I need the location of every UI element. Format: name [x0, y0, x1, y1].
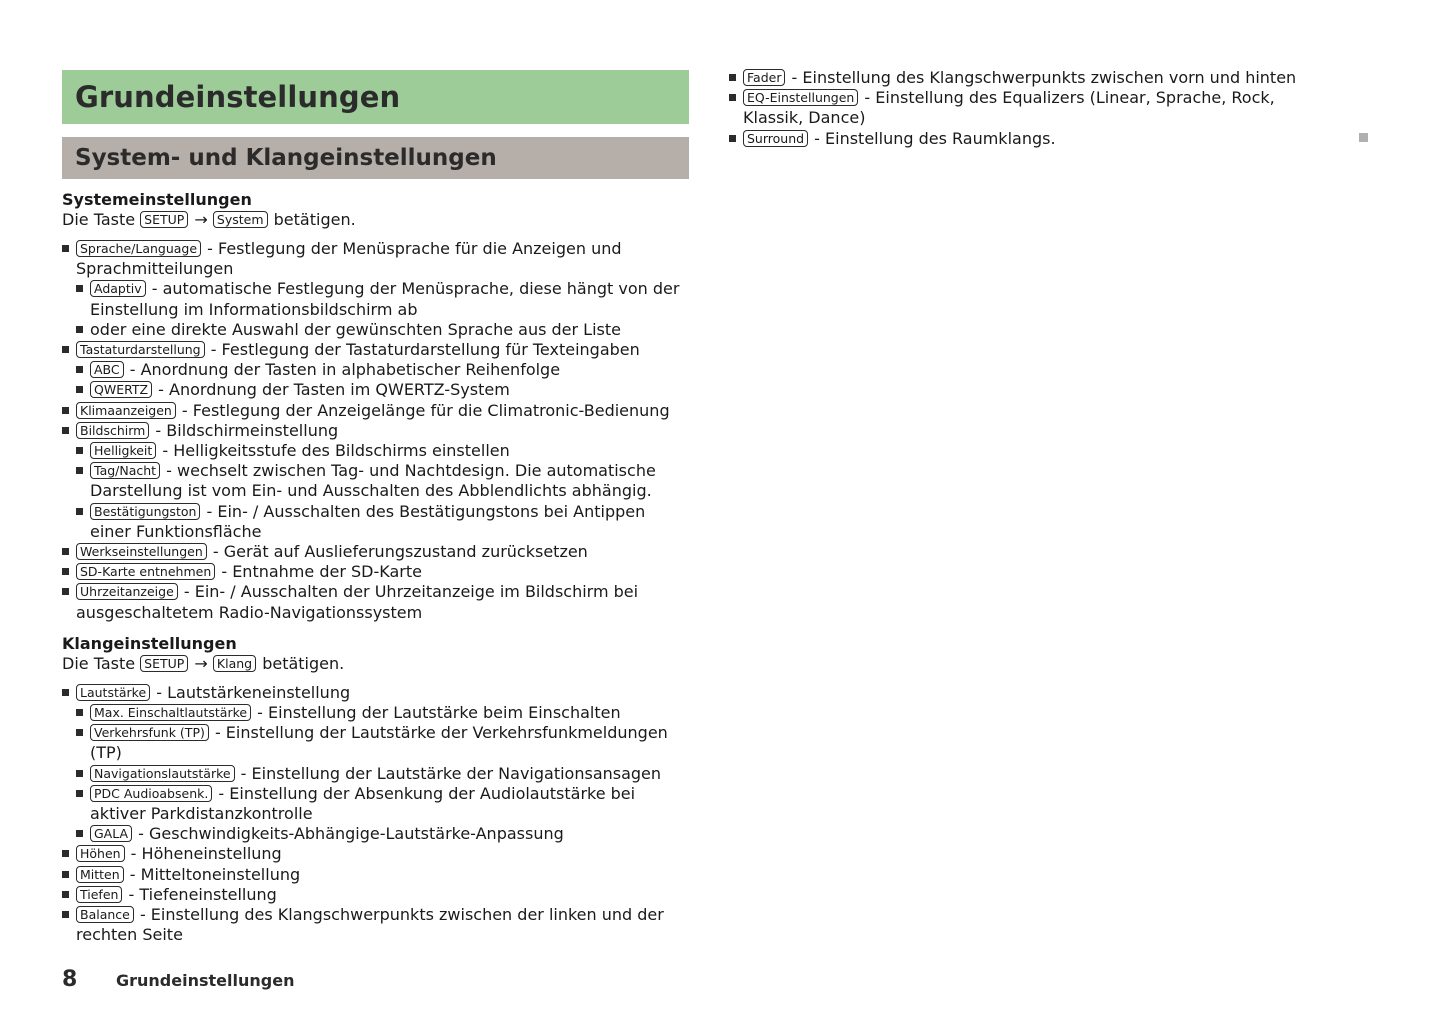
system-settings-list — [62, 239, 689, 623]
item-text: - Einstellung der Absenkung der Audiolautstärke bei aktiver Parkdistanzkontrolle — [90, 783, 636, 824]
item-text: - Anordnung der Tasten im QWERTZ-System — [153, 380, 510, 400]
arrow-icon: → — [194, 653, 208, 673]
list-item — [62, 360, 689, 380]
list-item — [62, 542, 689, 562]
setup-key: SETUP — [140, 655, 188, 672]
key-label: Tiefen — [76, 886, 122, 903]
item-text: - wechselt zwischen Tag- und Nachtdesign. Die automatische Darstellung ist vom Ein- und Ausschalten des Abblendlichts abhängig. — [90, 461, 656, 501]
list-item — [62, 401, 689, 421]
key-label: Fader — [743, 69, 785, 86]
list-item — [62, 723, 689, 763]
left-column — [62, 70, 689, 946]
section-end-marker-icon — [1359, 133, 1368, 142]
system-heading: Systemeinstellungen — [62, 190, 252, 209]
list-item — [62, 320, 689, 340]
list-item — [62, 885, 689, 905]
list-item — [62, 562, 689, 582]
list-item — [62, 703, 689, 723]
key-label: Max. Einschaltlautstärke — [90, 704, 251, 721]
list-item — [62, 865, 689, 885]
sound-settings-list — [62, 683, 689, 946]
intro-suffix: betätigen. — [273, 210, 356, 229]
list-item — [729, 68, 1329, 88]
key-label: Klimaanzeigen — [76, 402, 176, 419]
item-text: - Einstellung der Lautstärke beim Einschalten — [252, 703, 621, 723]
item-text: oder eine direkte Auswahl der gewünschten Sprache aus der Liste — [90, 319, 621, 339]
list-item — [62, 421, 689, 441]
key-label: Mitten — [76, 866, 124, 883]
list-item — [62, 683, 689, 703]
item-text: - Einstellung der Lautstärke der Navigationsansagen — [235, 763, 662, 783]
key-label: Lautstärke — [76, 684, 150, 701]
item-text: - Festlegung der Tastaturdarstellung für Texteingaben — [205, 340, 640, 360]
list-item — [62, 441, 689, 461]
list-item — [62, 905, 689, 945]
section-title: System- und Klangeinstellungen — [75, 145, 497, 171]
key-label: Höhen — [76, 845, 125, 862]
list-item — [62, 380, 689, 400]
list-item — [62, 340, 689, 360]
key-label: QWERTZ — [90, 381, 152, 398]
key-label: Adaptiv — [90, 280, 146, 297]
list-item — [62, 784, 689, 824]
item-text: - Höheneinstellung — [125, 844, 282, 864]
page-footer — [62, 967, 294, 992]
list-item — [62, 764, 689, 784]
key-label: Navigationslautstärke — [90, 765, 235, 782]
key-label: Tastaturdarstellung — [76, 341, 205, 358]
item-text: - Entnahme der SD-Karte — [216, 562, 422, 582]
item-text: - Einstellung des Equalizers (Linear, Sprache, Rock, Klassik, Dance) — [743, 88, 1275, 128]
key-label: Bildschirm — [76, 422, 149, 439]
key-label: Uhrzeitanzeige — [76, 583, 178, 600]
list-item — [62, 844, 689, 864]
key-label: ABC — [90, 361, 124, 378]
sound-intro — [62, 654, 689, 674]
item-text: - Ein- / Ausschalten des Bestätigungstons bei Antippen einer Funktionsfläche — [90, 501, 646, 541]
chapter-header — [62, 70, 689, 124]
key-label: Werkseinstellungen — [76, 543, 207, 560]
setup-key: SETUP — [140, 211, 188, 228]
sound-heading: Klangeinstellungen — [62, 633, 237, 653]
key-label: Sprache/Language — [76, 240, 201, 257]
arrow-icon: → — [194, 210, 208, 229]
item-text: - Einstellung des Raumklangs. — [809, 128, 1056, 148]
page-number: 8 — [62, 967, 78, 992]
item-text: - Einstellung des Klangschwerpunkts zwischen der linken und der rechten Seite — [76, 905, 664, 945]
item-text: - Mitteltoneinstellung — [124, 864, 301, 884]
item-text: - Geschwindigkeits-Abhängige-Lautstärke-Anpassung — [133, 824, 564, 844]
item-text: - Tiefeneinstellung — [123, 884, 277, 904]
sound-key: Klang — [213, 655, 256, 672]
item-text: - Anordnung der Tasten in alphabetischer Reihenfolge — [124, 360, 561, 380]
system-intro — [62, 210, 689, 230]
key-label: PDC Audioabsenk. — [90, 785, 212, 802]
intro-prefix: Die Taste — [62, 210, 136, 229]
right-column — [729, 68, 1329, 149]
intro-suffix: betätigen. — [262, 653, 345, 673]
item-text: - Festlegung der Anzeigelänge für die Climatronic-Bedienung — [176, 400, 670, 420]
item-text: - Ein- / Ausschalten der Uhrzeitanzeige im Bildschirm bei ausgeschaltetem Radio-Navigationssystem — [76, 582, 639, 622]
list-item — [62, 824, 689, 844]
intro-prefix: Die Taste — [62, 653, 136, 673]
item-text: - Lautstärkeneinstellung — [151, 682, 351, 702]
item-text: - Einstellung des Klangschwerpunkts zwischen vorn und hinten — [786, 68, 1297, 87]
item-text: - Einstellung der Lautstärke der Verkehrsfunkmeldungen (TP) — [90, 723, 668, 763]
list-item — [729, 129, 1329, 149]
section-header — [62, 137, 689, 179]
key-label: SD-Karte entnehmen — [76, 563, 215, 580]
item-text: - Helligkeitsstufe des Bildschirms einstellen — [157, 441, 510, 461]
key-label: Tag/Nacht — [90, 462, 160, 479]
key-label: Helligkeit — [90, 442, 156, 459]
chapter-title: Grundeinstellungen — [75, 80, 401, 114]
system-key: System — [213, 211, 268, 228]
footer-title: Grundeinstellungen — [116, 971, 295, 990]
list-item — [62, 279, 689, 319]
item-text: - automatische Festlegung der Menüsprache, diese hängt von der Einstellung im Informationsbildschirm ab — [90, 279, 680, 319]
item-text: - Festlegung der Menüsprache für die Anzeigen und Sprachmitteilungen — [76, 239, 622, 279]
item-text: - Gerät auf Auslieferungszustand zurücksetzen — [207, 542, 588, 562]
sound-settings-list-continued — [729, 68, 1329, 149]
list-item — [62, 582, 689, 622]
key-label: EQ-Einstellungen — [743, 89, 858, 106]
key-label: Bestätigungston — [90, 503, 200, 520]
key-label: Surround — [743, 130, 808, 147]
key-label: Balance — [76, 906, 134, 923]
list-item — [729, 88, 1329, 128]
key-label: GALA — [90, 825, 132, 842]
list-item — [62, 461, 689, 501]
item-text: - Bildschirmeinstellung — [150, 420, 339, 440]
list-item — [62, 502, 689, 542]
key-label: Verkehrsfunk (TP) — [90, 724, 209, 741]
list-item — [62, 239, 689, 279]
